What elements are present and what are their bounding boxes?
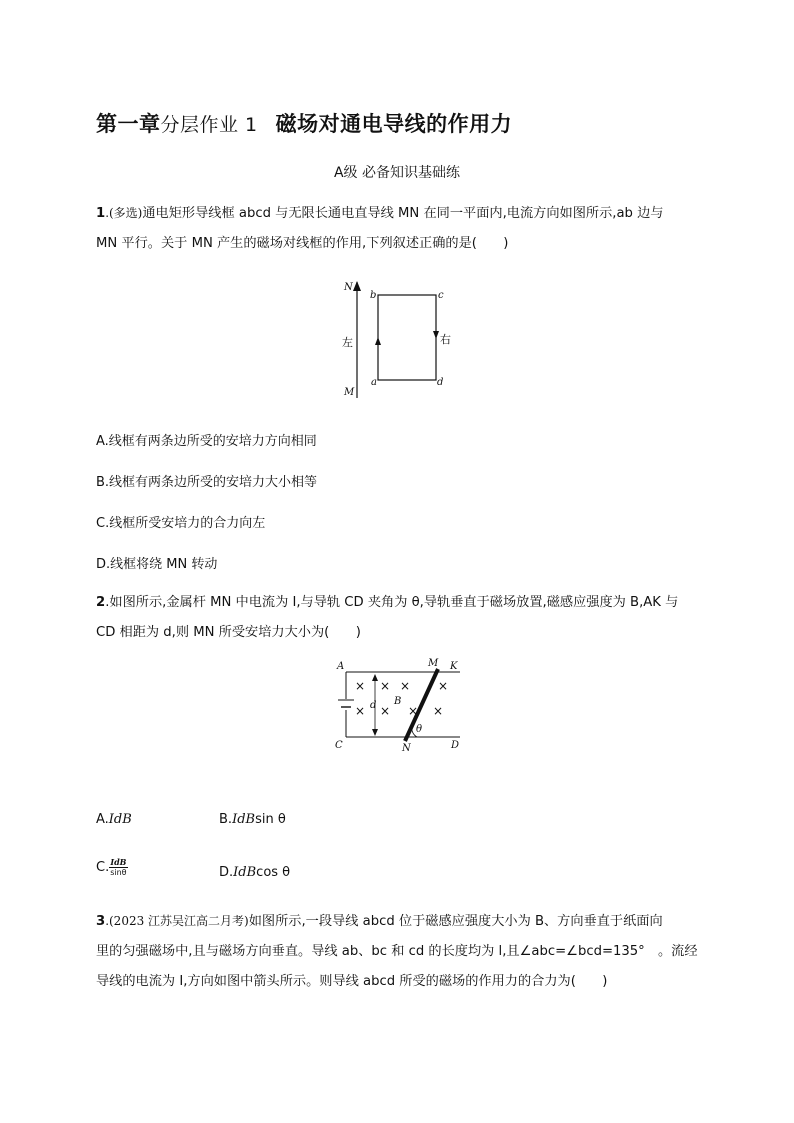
label-m: M [428, 658, 439, 669]
label-theta: θ [416, 724, 423, 735]
q1-option-b: B.线框有两条边所受的安培力大小相等 [96, 475, 318, 490]
question-2-line-1: .如图所示,金属杆 MN 中电流为 I,与导轨 CD 夹角为 θ,导轨垂直于磁场放置,磁感应强度为 B,AK 与 [105, 595, 679, 610]
question-2-figure [328, 655, 468, 755]
question-3-stem [96, 906, 700, 997]
q1-option-c: C.线框所受安培力的合力向左 [96, 516, 266, 531]
q2-option-b: B.IdBsin θ [219, 812, 286, 827]
distance-arrow-top [372, 674, 378, 681]
question-1-line-1: 通电矩形导线框 abcd 与无限长通电直导线 MN 在同一平面内,电流方向如图所示,ab 边与 [142, 206, 664, 221]
label-field-b: B [394, 696, 402, 707]
label-a: a [371, 377, 377, 388]
label-d: d [437, 377, 444, 388]
page-title [96, 108, 512, 138]
label-n: N [344, 282, 353, 293]
question-2-number: 2 [96, 595, 106, 610]
question-2-stem [96, 588, 700, 648]
q1-option-d: D.线框将绕 MN 转动 [96, 557, 218, 572]
field-cross: × [433, 704, 444, 718]
q1-option-a: A.线框有两条边所受的安培力方向相同 [96, 434, 317, 449]
frame-arrow-cd [433, 331, 439, 339]
question-1-stem [96, 198, 700, 259]
label-c: c [438, 290, 444, 301]
label-distance: d [370, 700, 377, 711]
question-1-line-2: MN 平行。关于 MN 产生的磁场对线框的作用,下列叙述正确的是( ) [96, 236, 509, 251]
question-1-number: 1 [96, 206, 106, 221]
field-cross: × [355, 679, 366, 693]
label-a: A [337, 661, 345, 672]
field-cross: × [380, 679, 391, 693]
q2-option-d: D.IdBcos θ [219, 865, 291, 880]
label-b: b [370, 290, 377, 301]
field-cross: × [400, 679, 411, 693]
question-3-line-1: 如图所示,一段导线 abcd 位于磁感应强度大小为 B、方向垂直于纸面向 [248, 914, 663, 929]
wire-mn-arrow [353, 281, 361, 291]
label-k: K [450, 661, 458, 672]
question-1-figure [330, 278, 460, 404]
q2-option-a: A.IdB [96, 812, 132, 827]
fraction: $\frac{\text{IdB}}{\sin\theta}$ [110, 857, 127, 877]
section-title: A级 必备知识基础练 [333, 165, 461, 181]
chapter-label: 第一章 [96, 111, 161, 136]
distance-arrow-bottom [372, 729, 378, 736]
label-c: C [335, 740, 343, 751]
question-2-line-2: CD 相距为 d,则 MN 所受安培力大小为( ) [96, 625, 361, 640]
question-3-line-3: 导线的电流为 I,方向如图中箭头所示。则导线 abcd 所受的磁场的作用力的合力为( ) [96, 974, 608, 989]
label-m: M [344, 387, 355, 398]
rect-frame [378, 295, 436, 380]
label-left: 左 [342, 336, 353, 349]
label-n: N [402, 743, 411, 754]
frame-arrow-ab [375, 337, 381, 345]
label-d: D [451, 740, 460, 751]
question-1-tag: .(多选) [105, 206, 143, 220]
question-3-tag: .(2023 江苏吴江高二月考) [105, 914, 249, 928]
field-cross: × [408, 704, 419, 718]
field-cross: × [380, 704, 391, 718]
q2-option-c: C. $\frac{\text{IdB}}{\sin\theta}$ [96, 857, 127, 877]
topic-label: 磁场对通电导线的作用力 [275, 111, 513, 136]
question-3-number: 3 [96, 914, 106, 929]
field-cross: × [355, 704, 366, 718]
question-3-line-2: 里的匀强磁场中,且与磁场方向垂直。导线 ab、bc 和 cd 的长度均为 l,且∠abc=∠bcd=135° 。流经 [96, 944, 698, 959]
field-cross: × [438, 679, 449, 693]
label-right: 右 [440, 333, 451, 346]
assignment-label: 分层作业 1 [160, 114, 258, 136]
